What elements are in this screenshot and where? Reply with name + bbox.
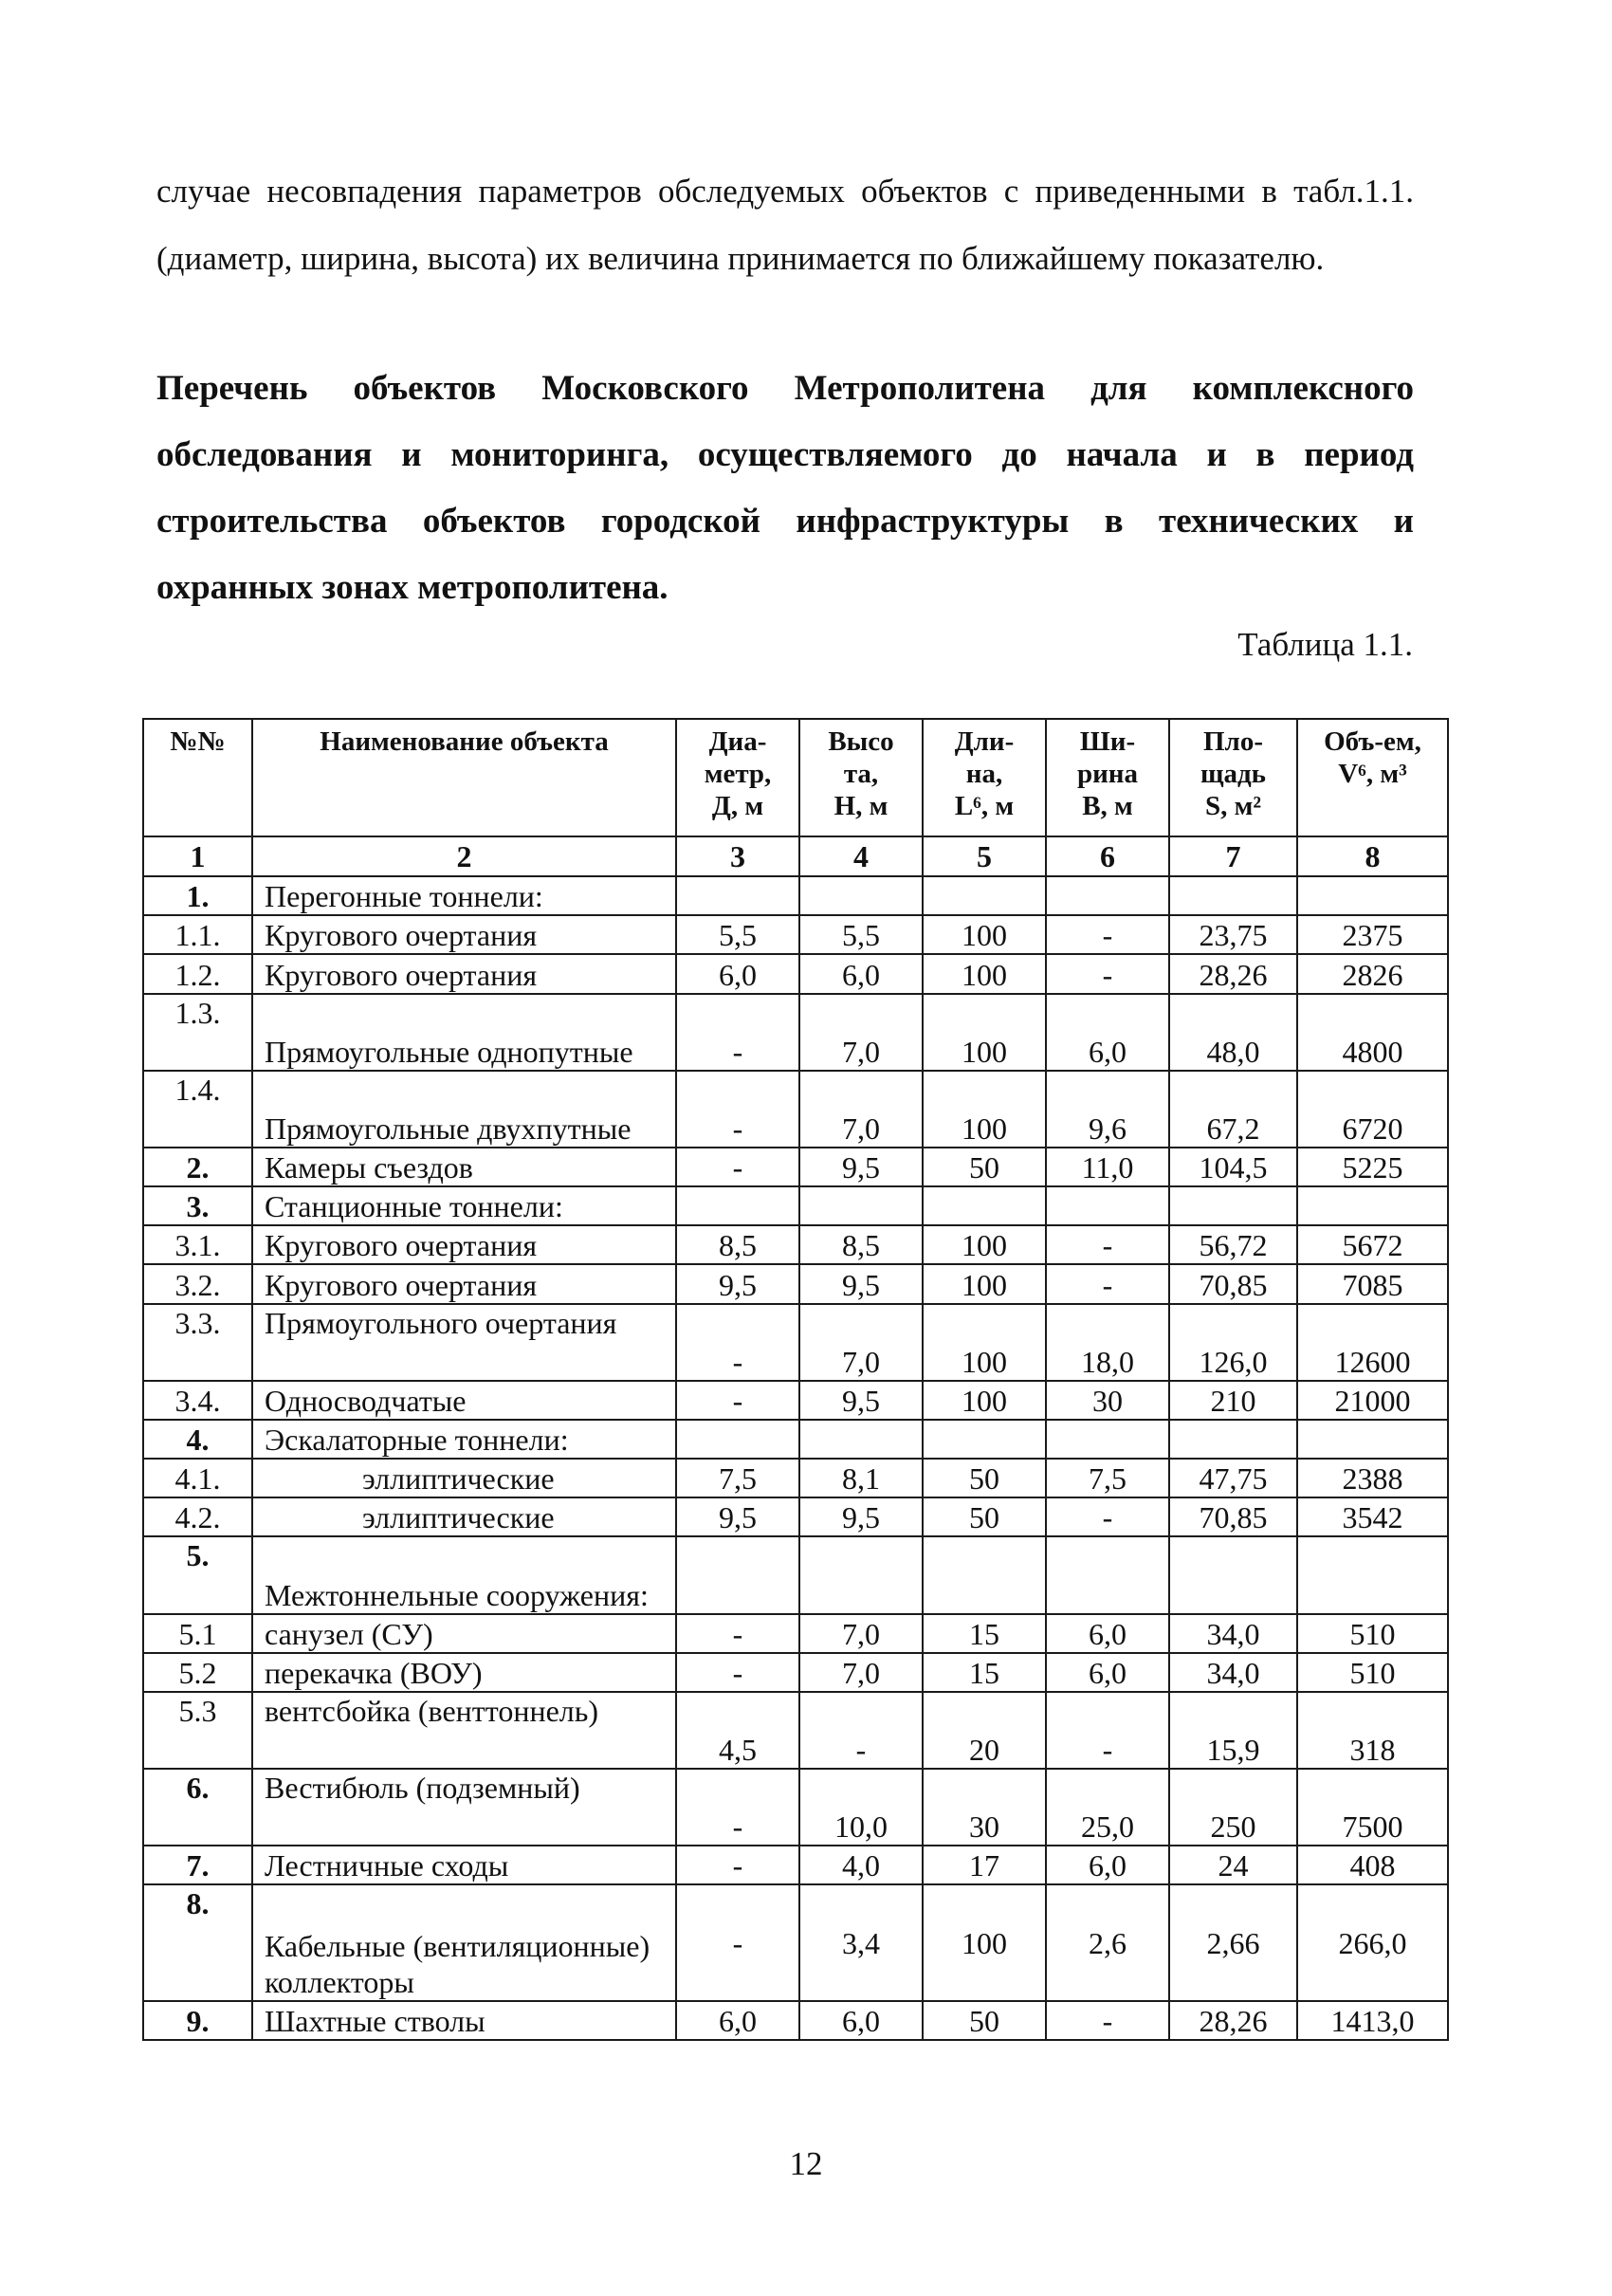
- row-length: 100: [923, 1304, 1046, 1381]
- row-volume: 21000: [1297, 1381, 1448, 1420]
- row-volume: 2826: [1297, 954, 1448, 993]
- row-height: 9,5: [799, 1497, 923, 1536]
- table-row: [143, 1148, 1448, 1186]
- header-diameter-line3: Д, м: [711, 791, 764, 821]
- row-volume: 510: [1297, 1614, 1448, 1653]
- row-name: эллиптические: [252, 1497, 676, 1536]
- row-width: [1046, 1420, 1169, 1459]
- row-name: Кругового очертания: [252, 1225, 676, 1264]
- table-header-row: [143, 719, 1448, 836]
- row-diameter: -: [676, 1304, 799, 1381]
- row-width: 6,0: [1046, 1614, 1169, 1653]
- row-name: Прямоугольные двухпутные: [252, 1071, 676, 1148]
- row-num: 1.: [143, 876, 252, 915]
- row-num: 7.: [143, 1846, 252, 1884]
- row-diameter: -: [676, 1884, 799, 2000]
- row-volume: 318: [1297, 1692, 1448, 1769]
- row-diameter: 6,0: [676, 954, 799, 993]
- row-area: [1169, 1420, 1297, 1459]
- row-num: 8.: [143, 1884, 252, 2000]
- row-diameter: -: [676, 1653, 799, 1692]
- row-num: 4.2.: [143, 1497, 252, 1536]
- intro-paragraph: случае несовпадения параметров обследуемых объектов с приведенными в табл.1.1. (диаметр, ширина, высота) их величина принимается по ближайшему показателю.: [156, 173, 1414, 277]
- header-height: [799, 719, 923, 836]
- column-number-row: [143, 836, 1448, 876]
- row-height: 7,0: [799, 1071, 923, 1148]
- header-name: Наименование объекта: [252, 719, 676, 836]
- row-name: Вестибюль (подземный): [252, 1769, 676, 1846]
- row-num: 1.3.: [143, 994, 252, 1071]
- row-diameter: 5,5: [676, 915, 799, 954]
- row-diameter: 8,5: [676, 1225, 799, 1264]
- row-length: 20: [923, 1692, 1046, 1769]
- row-length: 50: [923, 1497, 1046, 1536]
- row-diameter: [676, 1536, 799, 1613]
- row-volume: 7500: [1297, 1769, 1448, 1846]
- row-diameter: 7,5: [676, 1459, 799, 1497]
- column-number: 2: [252, 836, 676, 876]
- table-row: [143, 1459, 1448, 1497]
- row-height: 10,0: [799, 1769, 923, 1846]
- row-volume: 266,0: [1297, 1884, 1448, 2000]
- row-volume: 4800: [1297, 994, 1448, 1071]
- table-row: [143, 1846, 1448, 1884]
- header-length-line1: Дли-: [954, 726, 1015, 757]
- row-height: [799, 876, 923, 915]
- row-volume: 2388: [1297, 1459, 1448, 1497]
- header-height-line1: Высо: [828, 726, 894, 757]
- row-length: 15: [923, 1614, 1046, 1653]
- table-row: [143, 1884, 1448, 2000]
- row-width: 6,0: [1046, 1846, 1169, 1884]
- row-height: 9,5: [799, 1264, 923, 1303]
- row-area: 23,75: [1169, 915, 1297, 954]
- row-height: 8,5: [799, 1225, 923, 1264]
- row-diameter: [676, 1186, 799, 1225]
- row-name: Эскалаторные тоннели:: [252, 1420, 676, 1459]
- row-height: [799, 1420, 923, 1459]
- row-name: перекачка (ВОУ): [252, 1653, 676, 1692]
- row-area: 47,75: [1169, 1459, 1297, 1497]
- row-num: 3.1.: [143, 1225, 252, 1264]
- header-num: №№: [143, 719, 252, 836]
- row-volume: 408: [1297, 1846, 1448, 1884]
- row-width: [1046, 1536, 1169, 1613]
- row-name: Межтоннельные сооружения:: [252, 1536, 676, 1613]
- row-length: 100: [923, 1225, 1046, 1264]
- row-volume: [1297, 1536, 1448, 1613]
- row-volume: 1413,0: [1297, 2001, 1448, 2040]
- row-diameter: 9,5: [676, 1264, 799, 1303]
- row-height: 5,5: [799, 915, 923, 954]
- row-area: 24: [1169, 1846, 1297, 1884]
- objects-table: [142, 718, 1449, 2041]
- row-num: 5.3: [143, 1692, 252, 1769]
- row-num: 3.2.: [143, 1264, 252, 1303]
- row-area: 56,72: [1169, 1225, 1297, 1264]
- section-heading: Перечень объектов Московского Метрополитена для комплексного обследования и мониторинга, осуществляемого до начала и в период строительства объектов городской инфраструктуры в технических и охранных зонах метрополитена.: [156, 369, 1414, 607]
- table-row: [143, 1692, 1448, 1769]
- header-diameter: [676, 719, 799, 836]
- column-number: 6: [1046, 836, 1169, 876]
- table-row: [143, 1186, 1448, 1225]
- column-number: 5: [923, 836, 1046, 876]
- row-name: Кругового очертания: [252, 915, 676, 954]
- column-number: 4: [799, 836, 923, 876]
- row-length: 15: [923, 1653, 1046, 1692]
- row-area: [1169, 1536, 1297, 1613]
- row-width: -: [1046, 1497, 1169, 1536]
- header-diameter-line1: Диа-: [708, 726, 767, 757]
- row-diameter: 4,5: [676, 1692, 799, 1769]
- row-width: 25,0: [1046, 1769, 1169, 1846]
- row-height: 8,1: [799, 1459, 923, 1497]
- table-row: [143, 1264, 1448, 1303]
- row-diameter: -: [676, 1769, 799, 1846]
- row-area: 28,26: [1169, 2001, 1297, 2040]
- row-num: 3.4.: [143, 1381, 252, 1420]
- row-num: 3.3.: [143, 1304, 252, 1381]
- header-diameter-line2: метр,: [704, 759, 772, 789]
- row-length: 50: [923, 1148, 1046, 1186]
- row-area: 126,0: [1169, 1304, 1297, 1381]
- row-area: [1169, 876, 1297, 915]
- row-volume: [1297, 1186, 1448, 1225]
- row-name: Прямоугольного очертания: [252, 1304, 676, 1381]
- header-volume-line1: Объ-ем,: [1324, 726, 1421, 757]
- row-width: 9,6: [1046, 1071, 1169, 1148]
- column-number: 8: [1297, 836, 1448, 876]
- row-num: 5.: [143, 1536, 252, 1613]
- row-diameter: -: [676, 1148, 799, 1186]
- column-number: 7: [1169, 836, 1297, 876]
- row-area: 28,26: [1169, 954, 1297, 993]
- row-area: 48,0: [1169, 994, 1297, 1071]
- row-width: 2,6: [1046, 1884, 1169, 2000]
- row-length: 100: [923, 1071, 1046, 1148]
- row-volume: 2375: [1297, 915, 1448, 954]
- row-width: [1046, 1186, 1169, 1225]
- row-diameter: -: [676, 1846, 799, 1884]
- row-num: 5.1: [143, 1614, 252, 1653]
- row-area: [1169, 1186, 1297, 1225]
- row-length: 100: [923, 1264, 1046, 1303]
- row-diameter: [676, 876, 799, 915]
- row-volume: [1297, 876, 1448, 915]
- row-length: [923, 1420, 1046, 1459]
- row-area: 15,9: [1169, 1692, 1297, 1769]
- row-volume: 12600: [1297, 1304, 1448, 1381]
- row-length: [923, 1536, 1046, 1613]
- row-area: 70,85: [1169, 1264, 1297, 1303]
- row-num: 3.: [143, 1186, 252, 1225]
- table-row: [143, 1536, 1448, 1613]
- row-width: [1046, 876, 1169, 915]
- row-name: вентсбойка (венттоннель): [252, 1692, 676, 1769]
- row-height: 7,0: [799, 1304, 923, 1381]
- header-area: [1169, 719, 1297, 836]
- row-name: санузел (СУ): [252, 1614, 676, 1653]
- row-num: 2.: [143, 1148, 252, 1186]
- row-width: -: [1046, 1225, 1169, 1264]
- column-number: 3: [676, 836, 799, 876]
- row-width: 6,0: [1046, 994, 1169, 1071]
- row-num: 5.2: [143, 1653, 252, 1692]
- row-num: 6.: [143, 1769, 252, 1846]
- row-diameter: 6,0: [676, 2001, 799, 2040]
- row-length: 100: [923, 954, 1046, 993]
- row-width: 7,5: [1046, 1459, 1169, 1497]
- row-length: 100: [923, 915, 1046, 954]
- row-num: 1.4.: [143, 1071, 252, 1148]
- row-num: 4.1.: [143, 1459, 252, 1497]
- row-width: -: [1046, 954, 1169, 993]
- header-length-line2: на,: [965, 759, 1003, 789]
- row-height: 7,0: [799, 1653, 923, 1692]
- row-width: -: [1046, 1264, 1169, 1303]
- header-height-line3: H, м: [833, 791, 888, 821]
- table-row: [143, 2001, 1448, 2040]
- row-volume: 3542: [1297, 1497, 1448, 1536]
- row-diameter: -: [676, 1614, 799, 1653]
- header-volume: [1297, 719, 1448, 836]
- row-length: 50: [923, 2001, 1046, 2040]
- row-height: [799, 1536, 923, 1613]
- table-row: [143, 876, 1448, 915]
- row-width: -: [1046, 2001, 1169, 2040]
- row-name: Кругового очертания: [252, 1264, 676, 1303]
- row-height: 6,0: [799, 954, 923, 993]
- header-width: [1046, 719, 1169, 836]
- row-diameter: [676, 1420, 799, 1459]
- row-num: 1.1.: [143, 915, 252, 954]
- row-volume: [1297, 1420, 1448, 1459]
- table-row: [143, 954, 1448, 993]
- row-width: 6,0: [1046, 1653, 1169, 1692]
- row-height: 7,0: [799, 1614, 923, 1653]
- table-row: [143, 1225, 1448, 1264]
- row-height: [799, 1186, 923, 1225]
- row-diameter: -: [676, 1381, 799, 1420]
- row-area: 210: [1169, 1381, 1297, 1420]
- row-height: 3,4: [799, 1884, 923, 2000]
- row-diameter: 9,5: [676, 1497, 799, 1536]
- row-area: 34,0: [1169, 1653, 1297, 1692]
- table-row: [143, 1614, 1448, 1653]
- row-height: 6,0: [799, 2001, 923, 2040]
- row-volume: 510: [1297, 1653, 1448, 1692]
- row-length: [923, 876, 1046, 915]
- row-volume: 5672: [1297, 1225, 1448, 1264]
- row-width: 18,0: [1046, 1304, 1169, 1381]
- row-length: 50: [923, 1459, 1046, 1497]
- row-volume: 6720: [1297, 1071, 1448, 1148]
- row-name: Кабельные (вентиляционные) коллекторы: [252, 1884, 676, 2000]
- page-number: 12: [789, 2145, 823, 2182]
- row-name: Камеры съездов: [252, 1148, 676, 1186]
- row-height: 9,5: [799, 1148, 923, 1186]
- row-width: 30: [1046, 1381, 1169, 1420]
- header-length: [923, 719, 1046, 836]
- header-width-line1: Ши-: [1079, 726, 1136, 757]
- row-width: -: [1046, 1692, 1169, 1769]
- row-area: 104,5: [1169, 1148, 1297, 1186]
- row-num: 9.: [143, 2001, 252, 2040]
- row-volume: 7085: [1297, 1264, 1448, 1303]
- row-name: Станционные тоннели:: [252, 1186, 676, 1225]
- row-height: 4,0: [799, 1846, 923, 1884]
- header-area-line1: Пло-: [1203, 726, 1263, 757]
- header-length-line3: L⁶, м: [954, 791, 1015, 821]
- table-row: [143, 915, 1448, 954]
- row-area: 250: [1169, 1769, 1297, 1846]
- row-diameter: -: [676, 1071, 799, 1148]
- row-length: 30: [923, 1769, 1046, 1846]
- row-area: 67,2: [1169, 1071, 1297, 1148]
- row-length: 100: [923, 994, 1046, 1071]
- table-row: [143, 1420, 1448, 1459]
- row-num: 1.2.: [143, 954, 252, 993]
- header-width-line3: B, м: [1082, 791, 1133, 821]
- table-row: [143, 1304, 1448, 1381]
- table-row: [143, 1653, 1448, 1692]
- row-name: Односводчатые: [252, 1381, 676, 1420]
- row-diameter: -: [676, 994, 799, 1071]
- row-name: Шахтные стволы: [252, 2001, 676, 2040]
- row-name: Лестничные сходы: [252, 1846, 676, 1884]
- header-area-line3: S, м²: [1204, 791, 1262, 821]
- column-number: 1: [143, 836, 252, 876]
- row-name: Прямоугольные однопутные: [252, 994, 676, 1071]
- row-height: 9,5: [799, 1381, 923, 1420]
- row-num: 4.: [143, 1420, 252, 1459]
- table-row: [143, 1071, 1448, 1148]
- table-row: [143, 1497, 1448, 1536]
- row-name: эллиптические: [252, 1459, 676, 1497]
- row-area: 70,85: [1169, 1497, 1297, 1536]
- row-length: 100: [923, 1381, 1046, 1420]
- header-width-line2: рина: [1076, 759, 1139, 789]
- row-name: Кругового очертания: [252, 954, 676, 993]
- table-caption: Таблица 1.1.: [1237, 626, 1413, 663]
- row-height: -: [799, 1692, 923, 1769]
- row-name: Перегонные тоннели:: [252, 876, 676, 915]
- row-width: 11,0: [1046, 1148, 1169, 1186]
- row-volume: 5225: [1297, 1148, 1448, 1186]
- row-length: [923, 1186, 1046, 1225]
- table-row: [143, 1769, 1448, 1846]
- row-area: 2,66: [1169, 1884, 1297, 2000]
- table-row: [143, 994, 1448, 1071]
- row-area: 34,0: [1169, 1614, 1297, 1653]
- header-area-line2: щадь: [1200, 759, 1266, 789]
- row-length: 100: [923, 1884, 1046, 2000]
- header-height-line2: та,: [843, 759, 879, 789]
- row-length: 17: [923, 1846, 1046, 1884]
- row-width: -: [1046, 915, 1169, 954]
- header-volume-line2: V⁶, м³: [1338, 759, 1407, 789]
- row-height: 7,0: [799, 994, 923, 1071]
- table-row: [143, 1381, 1448, 1420]
